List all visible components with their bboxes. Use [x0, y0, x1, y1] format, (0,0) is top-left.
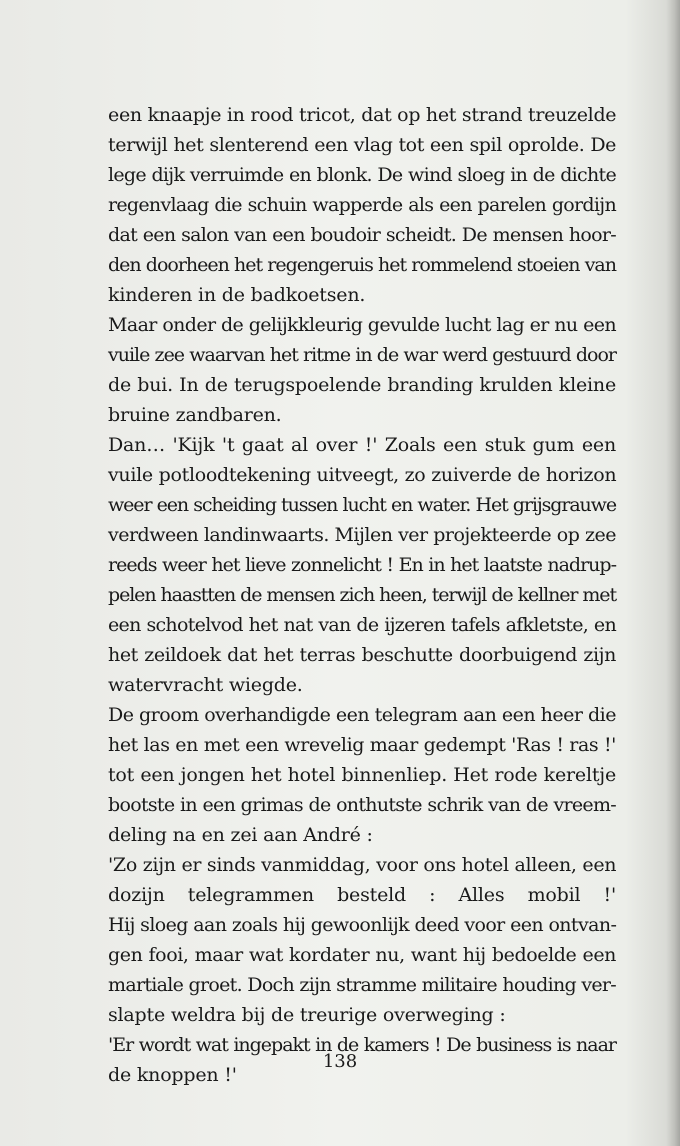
page-number: 138 [322, 1051, 358, 1072]
text-line: slapte weldra bij de treurige overweging : [108, 1004, 506, 1026]
text-line: deling na en zei aan André : [108, 824, 373, 846]
text-line: reeds weer het lieve zonnelicht ! En in het laatste nadrup- [108, 554, 616, 576]
text-line: een knaapje in rood tricot, dat op het strand treuzelde [108, 104, 617, 126]
text-line: terwijl het slenterend een vlag tot een spil oprolde. De [108, 134, 616, 156]
text-line: bootste in een grimas de onthutste schrik van de vreem- [108, 794, 616, 816]
text-line: Maar onder de gelijkkleurig gevulde lucht lag er nu een [108, 314, 616, 336]
text-line: De groom overhandigde een telegram aan een heer die [108, 704, 616, 726]
text-line: regenvlaag die schuin wapperde als een parelen gordijn [108, 194, 616, 216]
text-line: Dan… 'Kijk 't gaat al over !' Zoals een stuk gum een [108, 434, 616, 456]
text-line: dozijn telegrammen besteld : Alles mobil !' [108, 884, 616, 906]
text-line: kinderen in de badkoetsen. [108, 284, 366, 306]
text-line: de bui. In de terugspoelende branding krulden kleine [108, 374, 616, 396]
text-line: watervracht wiegde. [108, 674, 303, 696]
text-line: bruine zandbaren. [108, 404, 282, 426]
text-line: 'Er wordt wat ingepakt in de kamers ! De business is naar [108, 1034, 616, 1056]
text-line: dat een salon van een boudoir scheidt. De mensen hoor- [108, 224, 616, 246]
text-line: lege dijk verruimde en blonk. De wind sloeg in de dichte [108, 164, 616, 186]
page-edge-shadow [666, 0, 680, 1146]
text-line: pelen haastten de mensen zich heen, terwijl de kellner met [108, 584, 616, 606]
text-line: vuile zee waarvan het ritme in de war werd gestuurd door [108, 344, 616, 366]
text-line: tot een jongen het hotel binnenliep. Het rode kereltje [108, 764, 616, 786]
text-line: martiale groet. Doch zijn stramme militaire houding ver- [108, 974, 616, 996]
text-line: Hij sloeg aan zoals hij gewoonlijk deed voor een ontvan- [108, 914, 617, 936]
body-text [108, 100, 616, 1090]
text-line: de knoppen !' [108, 1064, 237, 1086]
text-line: gen fooi, maar wat kordater nu, want hij bedoelde een [108, 944, 616, 966]
text-line: het las en met een wrevelig maar gedempt 'Ras ! ras !' [108, 734, 616, 756]
text-line: verdween landinwaarts. Mijlen ver projekteerde op zee [108, 524, 616, 546]
text-line: het zeildoek dat het terras beschutte doorbuigend zijn [108, 644, 616, 666]
text-line: weer een scheiding tussen lucht en water. Het grijsgrauwe [108, 494, 616, 516]
text-line: vuile potloodtekening uitveegt, zo zuiverde de horizon [108, 464, 617, 486]
text-line: 'Zo zijn er sinds vanmiddag, voor ons hotel alleen, een [108, 854, 617, 876]
text-line: den doorheen het regengeruis het rommelend stoeien van [108, 254, 616, 276]
text-line: een schotelvod het nat van de ijzeren tafels afkletste, en [108, 614, 616, 636]
